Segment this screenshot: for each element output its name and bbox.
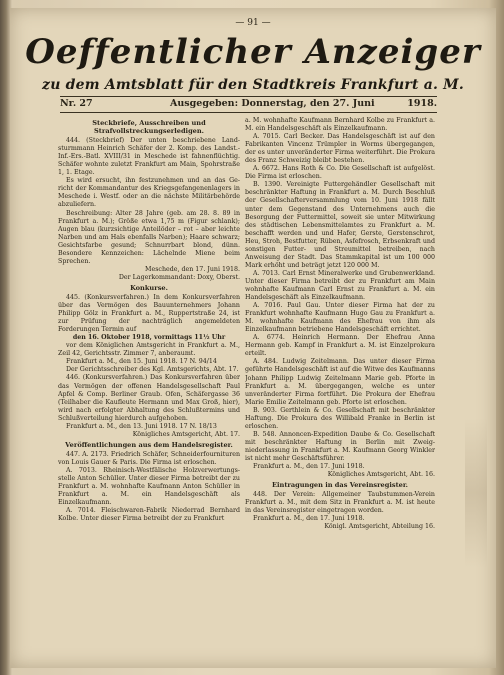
bottom-rule [60,112,437,113]
section-title-warrants: Steckbriefe, Ausschreiben und Strafvollstreckungserledigen. [92,119,206,136]
notice-date-line: den 16. Oktober 1918, vormittags 11½ Uhr [72,334,226,342]
notice-signature: Frankfurt a. M., den 17. Juni 1918. [253,515,365,523]
top-rule [60,96,437,97]
masthead-subtitle: zu dem Amtsblatt für den Stadtkreis Frankfurt a. M. [42,77,464,93]
notice-paragraph: 445. (Konkursverfahren.) In dem Konkursverfahren über das Vermögen des Bauunternehmers Johann Philipp Gölz in Frankfurt a. M., Ruppertstraße 24, ist zur Prüfung der nachträglich angemeldeten Forderungen Termin auf [58,293,240,334]
section-title-trade-register: Veröffentlichungen aus dem Handelsregister. [65,440,233,449]
section-title-association-register: Eintragungen in das Vereinsregister. [272,481,408,490]
notice-paragraph: Beschreibung: Alter 28 Jahre (geb. am 28. 8. 89 in Frankfurt a. M.); Größe etwa 1,75 m (Figur schlank); Augen blau (kurzsichtige Anteilöder – rot – aber leichte Narben und am Hals ebenfalls Narben); Haare schwarz; Gesichtsfarbe gesund; Schnurrbart blond, dünn. Besondere Kennzeichen: Lächelnde Miene beim Sprechen. [58,209,240,265]
issue-bar [60,98,437,111]
notice-paragraph: 447. A. 2173. Friedrich Schäfer, Schneiderfournituren von Louis Gauer & Paris. Die Firma ist erloschen. [58,450,240,466]
notice-paragraph: A. 484. Ludwig Zeitelmann. Das unter dieser Firma geführte Handelsgeschäft ist auf die Witwe des Kaufmanns Johann Philipp Ludwig Zeitelmann Marie geb. Pforte in Frankfurt a. M. übergegangen, welche es unter unveränderter Firma fortführt. Die Prokura der Ehefrau Marie Emilie Zeitelmann geb. Pforte ist erloschen. [245,358,435,406]
document-page [10,8,496,668]
notice-paragraph: A. 7013. Rheinisch-Westfälische Holzverwertungsstelle Anton Schüller. Unter dieser Firma betreibt der zu Frankfurt a. M. wohnhafte Kaufmann Anton Schüller in Frankfurt a. M. ein Handelsgeschäft als Einzelkaufmann. [58,466,240,507]
notice-signature: Frankfurt a. M., den 13. Juni 1918. 17 N. 18/13 [66,422,217,430]
notice-signature: Meschede, den 17. Juni 1918. [145,265,240,273]
page-edge-shadow [465,418,487,568]
issue-year: 1918. [407,98,437,109]
section-title-bankruptcies: Konkurse. [130,283,168,292]
notice-signature: Königl. Amtsgericht, Abteilung 16. [324,523,435,531]
notice-paragraph: A. 6672. Hans Roth & Co. Die Gesellschaft ist aufgelöst. Die Firma ist erloschen. [245,165,435,181]
notice-paragraph: 444. (Steckbrief) Der unten beschriebene Landsturmmann Heinrich Schäfer der 2. Komp. des Landst.-Inf.-Ers.-Batl. XVIII/31 in Meschede ist fahnenflüchtig. Schäfer wohnte zuletzt Frankfurt am Main, Spohrstraße 1, 1. Etage. [58,137,240,177]
notice-paragraph: 448. Der Verein: Allgemeiner Taubstummen-Verein Frankfurt a. M., mit dem Sitz in Frankfurt a. M. ist heute in das Vereinsregister eingetragen worden. [245,491,435,515]
notice-paragraph: B. 548. Annoncen-Expedition Daube & Co. Gesellschaft mit beschränkter Haftung in Berlin mit Zweigniederlassung in Frankfurt a. M. Kaufmann Georg Winkler ist nicht mehr Geschäftsführer. [245,430,435,462]
notice-signature: Der Lagerkommandant: Doxy, Oberst. [118,273,240,281]
notice-paragraph: A. 6774. Heinrich Hermann. Der Ehefrau Anna Hermann geb. Kampf in Frankfurt a. M. ist Einzelprokura erteilt. [245,334,435,358]
notice-paragraph: a. M. wohnhafte Kaufmann Bernhard Kolbe zu Frankfurt a. M. ein Handelsgeschäft als Einzelkaufmann. [245,117,435,133]
left-column [58,117,240,597]
notice-signature: Königliches Amtsgericht, Abt. 17. [132,430,240,438]
notice-paragraph: Es wird ersucht, ihn festzunehmen und an das Gericht der Kommandantur des Kriegsgefangenenlagers in Meschede i. Westf. oder an die nächste Militärbehörde abzuliefern. [58,177,240,209]
notice-signature: Der Gerichtsschreiber des Kgl. Amtsgerichts, Abt. 17. [66,366,239,374]
notice-signature: Frankfurt a. M., den 15. Juni 1918. 17 N. 94/14 [66,358,217,366]
page-number: — 91 — [235,18,271,28]
notice-paragraph: A. 7013. Carl Ernst Mineralwerke und Grubenwerkland. Unter dieser Firma betreibt der zu Frankfurt am Main wohnhafte Kaufmann Carl Ernst zu Frankfurt a. M. ein Handelsgeschäft als Einzelkaufmann. [245,269,435,302]
notice-paragraph: A. 7014. Fleischwaren-Fabrik Niederrad Bernhard Kolbe. Unter dieser Firma betreibt der zu Frankfurt [58,507,240,523]
masthead-title: Oeffentlicher Anzeiger [25,32,481,72]
issue-number: Nr. 27 [60,98,93,109]
notice-paragraph: B. 1390. Vereinigte Futtergehändler Gesellschaft mit beschränkter Haftung in Frankfurt a. M. Durch Beschluß der Gesellschafterversammlung vom 10. Juni 1918 fällt unter dem Gegenstand des Unternehmens auch die Besorgung der Futtermittel, soweit sie unter Mitwirkung des städtischen Lebensmittelamtes zu Frankfurt a. M. beschafft werden und und Hafer, Gerste, Gerstenschrot, Heu, Stroh, Bestfutter, Rüben, Asfefrosch, Erbsenkraft und sonstigen Futter- und Streumittel betreiben, nach Anweisung der Stadt. Das Stammkapital ist um 100 000 Mark erhöht und beträgt jetzt 120 000 M. [245,181,435,269]
notice-paragraph: 446. (Konkursverfahren.) Das Konkursverfahren über das Vermögen der offenen Handelsgesellschaft Paul Apfel & Comp. Berliner Graub. Ofen, Schäfergasse 36 (Teilhaber die Kaufleute Hermann und Max Groß, hier), wird nach erfolgter Abhaltung des Schlußtermins und Schlußverteilung hierdurch aufgehoben. [58,374,240,422]
notice-signature: Frankfurt a. M., den 17. Juni 1918. [253,463,365,471]
notice-paragraph: B. 903. Gerthlein & Co. Gesellschaft mit beschränkter Haftung. Die Prokura des Willibald Franke in Berlin ist erloschen. [245,406,435,430]
notice-signature: Königliches Amtsgericht, Abt. 16. [327,471,435,479]
notice-paragraph: vor dem Königlichen Amtsgericht in Frankfurt a. M., Zeil 42, Gerichtsstr. Zimmer 7, anberaumt. [58,342,240,358]
right-column [245,117,435,597]
notice-paragraph: A. 7016. Paul Gau. Unter dieser Firma hat der zu Frankfurt wohnhafte Kaufmann Hugo Gau zu Frankfurt a. M. wohnhafte Kaufmann des Ehefrau von ihm als Einzelkaufmann betriebene Handelsgeschäft errichtet. [245,302,435,334]
notice-paragraph: A. 7015. Carl Becker. Das Handelsgeschäft ist auf den Fabrikanten Vincenz Trümpler in Worms übergegangen, der es unter unveränderter Firma weiterführt. Die Prokura des Franz Schweizig bleibt bestehen. [245,133,435,165]
issue-date: Ausgegeben: Donnerstag, den 27. Juni [170,98,375,109]
